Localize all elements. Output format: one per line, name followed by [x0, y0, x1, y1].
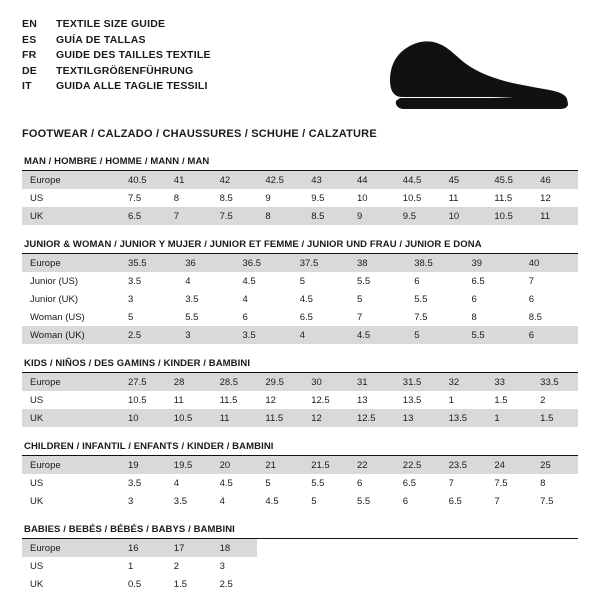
size-cell: 5.5	[185, 311, 199, 323]
size-cell: 40	[528, 257, 540, 269]
size-cell: 21	[265, 459, 276, 471]
table-row	[22, 557, 578, 575]
size-cell: 12	[540, 192, 551, 204]
size-cell: 7.5	[414, 311, 428, 323]
size-cell: 13.5	[402, 394, 422, 406]
size-cell: 3.5	[185, 293, 199, 305]
language-row	[22, 65, 211, 81]
size-cell: 6.5	[402, 477, 416, 489]
table-row	[22, 254, 578, 272]
size-cell: 7	[173, 210, 180, 222]
size-cell: 44.5	[402, 174, 422, 186]
size-cell: 4	[173, 477, 180, 489]
size-table-body	[22, 456, 578, 510]
size-cell: 30	[311, 376, 322, 388]
size-cell: 5	[414, 329, 420, 341]
size-cell: 9.5	[311, 192, 325, 204]
group-title: MAN / HOMBRE / HOMME / MANN / MAN	[22, 156, 578, 171]
size-cell: 7.5	[219, 210, 233, 222]
size-table-body	[22, 539, 578, 593]
group-title: CHILDREN / INFANTIL / ENFANTS / KINDER / BAMBINI	[22, 441, 578, 456]
size-table-body	[22, 254, 578, 344]
size-cell: 7	[448, 477, 454, 489]
language-title: GUÍA DE TALLAS	[56, 33, 146, 46]
language-title: GUIDA ALLE TAGLIE TESSILI	[56, 80, 208, 92]
table-row	[22, 391, 578, 409]
size-cell: 8	[471, 311, 477, 323]
size-cell-empty	[349, 557, 395, 575]
size-cell: 8.5	[219, 192, 233, 204]
size-cell-empty	[303, 575, 349, 593]
size-cell: 22.5	[402, 459, 422, 471]
size-cell: 45.5	[494, 174, 513, 186]
size-cell: 38.5	[414, 257, 433, 269]
size-cell: 6.5	[471, 275, 485, 287]
table-row	[22, 326, 578, 344]
size-cell-empty	[441, 557, 487, 575]
language-title: TEXTILGRÖßENFÜHRUNG	[56, 64, 194, 77]
size-cell: 9.5	[402, 210, 416, 222]
size-cell: 44	[356, 174, 368, 186]
table-row	[22, 189, 578, 207]
size-cell: 10.5	[494, 210, 513, 222]
size-cell: 5	[299, 275, 306, 287]
language-code: ES	[22, 33, 37, 46]
size-cell: 4	[185, 275, 191, 287]
size-cell: 37.5	[299, 257, 319, 269]
size-cell: 5	[265, 477, 271, 489]
size-cell-empty	[486, 539, 532, 557]
size-table-body	[22, 373, 578, 427]
size-cell: 28.5	[219, 376, 239, 388]
size-cell: 21.5	[311, 459, 330, 471]
size-cell: 6.5	[128, 210, 142, 222]
size-cell: 7.5	[540, 495, 554, 507]
language-row	[22, 49, 211, 65]
size-cell: 40.5	[128, 174, 147, 186]
size-cell: 42	[219, 174, 231, 186]
size-cell: 7	[494, 495, 500, 507]
size-group-junior-woman	[22, 239, 578, 344]
size-cell: 10.5	[128, 394, 147, 406]
section-title: FOOTWEAR / CALZADO / CHAUSSURES / SCHUHE / CALZATURE	[22, 128, 377, 140]
size-cell: 7.5	[494, 477, 508, 489]
size-cell-empty	[486, 557, 532, 575]
size-cell: 4.5	[299, 293, 313, 305]
size-cell: 42.5	[265, 174, 284, 186]
size-cell: 6	[414, 275, 420, 287]
size-group-babies	[22, 524, 578, 593]
table-row	[22, 373, 578, 391]
size-cell: 22	[356, 459, 368, 471]
size-cell: 11.5	[494, 192, 513, 204]
size-cell: 8.5	[528, 311, 542, 323]
size-cell: 4.5	[265, 495, 279, 507]
size-table	[22, 373, 578, 427]
size-cell: 18	[212, 539, 258, 557]
dress-shoe-icon	[382, 34, 572, 114]
size-cell: 12	[311, 412, 322, 424]
size-cell: 5.5	[356, 495, 371, 507]
size-cell-empty	[303, 539, 349, 557]
group-title: BABIES / BEBÉS / BÉBÉS / BABYS / BAMBINI	[22, 524, 578, 539]
size-cell: 4.5	[219, 477, 233, 489]
size-table	[22, 254, 578, 344]
size-group-man	[22, 156, 578, 225]
size-cell: 31.5	[402, 376, 422, 388]
table-row	[22, 575, 578, 593]
size-cell: 29.5	[265, 376, 284, 388]
size-cell: 27.5	[128, 376, 147, 388]
size-cell: 25	[540, 459, 551, 471]
size-cell: 6.5	[448, 495, 462, 507]
size-cell: 11	[219, 412, 230, 424]
size-cell: 3	[219, 560, 225, 572]
row-label: Europe	[30, 257, 61, 269]
size-cell-empty	[257, 575, 303, 593]
size-cell: 10	[128, 412, 139, 424]
row-label: Junior (US)	[30, 275, 79, 287]
size-cell: 9	[265, 192, 271, 204]
size-cell: 2.5	[128, 329, 142, 341]
size-cell-empty	[257, 557, 303, 575]
size-cell: 7.5	[128, 192, 142, 204]
table-row	[22, 171, 578, 189]
row-label: US	[30, 192, 44, 204]
size-cell: 3.5	[242, 329, 256, 341]
language-title: GUIDE DES TAILLES TEXTILE	[56, 49, 211, 61]
size-cell: 11.5	[265, 412, 284, 424]
language-row	[22, 80, 211, 96]
size-cell: 0.5	[128, 578, 142, 590]
size-cell: 12	[265, 394, 276, 406]
size-cell: 45	[448, 174, 460, 186]
size-cell: 1	[128, 560, 134, 572]
size-cell: 16	[120, 539, 166, 557]
row-label: UK	[30, 495, 44, 507]
size-table	[22, 171, 578, 225]
size-cell: 32	[448, 376, 460, 388]
size-cell: 5	[357, 293, 363, 305]
table-row	[22, 409, 578, 427]
size-cell: 7	[528, 275, 535, 287]
size-cell: 17	[166, 539, 212, 557]
size-cell: 39	[471, 257, 483, 269]
row-label: Europe	[30, 174, 61, 186]
size-cell-empty	[441, 539, 487, 557]
size-cell: 43	[311, 174, 322, 186]
size-cell: 6	[356, 477, 363, 489]
size-cell: 36	[185, 257, 196, 269]
row-label: Woman (UK)	[30, 329, 85, 341]
size-cell: 4	[299, 329, 306, 341]
size-cell: 11	[173, 394, 184, 406]
language-code: DE	[22, 64, 37, 77]
size-cell: 33.5	[540, 376, 559, 388]
size-cell: 1.5	[540, 412, 554, 424]
language-code: EN	[22, 18, 37, 30]
size-cell: 6	[242, 311, 248, 323]
size-cell: 13	[402, 412, 414, 424]
table-row	[22, 308, 578, 326]
size-cell: 1.5	[494, 394, 508, 406]
size-cell-empty	[532, 575, 578, 593]
table-row	[22, 456, 578, 474]
size-cell: 28	[173, 376, 185, 388]
table-row	[22, 474, 578, 492]
size-cell: 41	[173, 174, 185, 186]
size-cell: 4	[242, 293, 248, 305]
row-label: Europe	[30, 376, 61, 388]
table-row	[22, 539, 578, 557]
language-title: TEXTILE SIZE GUIDE	[56, 18, 166, 30]
size-cell-empty	[486, 575, 532, 593]
size-cell-empty	[532, 539, 578, 557]
size-cell: 4	[219, 495, 225, 507]
size-group-kids	[22, 358, 578, 427]
size-cell: 11	[448, 192, 459, 204]
row-label: US	[30, 394, 44, 406]
size-cell: 10	[356, 192, 368, 204]
size-cell: 3.5	[128, 275, 142, 287]
table-row	[22, 272, 578, 290]
row-label: UK	[30, 578, 44, 590]
size-cell: 10.5	[402, 192, 422, 204]
size-cell: 9	[356, 210, 363, 222]
size-cell: 8.5	[311, 210, 325, 222]
size-cell: 23.5	[448, 459, 468, 471]
row-label: US	[30, 477, 44, 489]
size-cell-empty	[303, 557, 349, 575]
row-label: Europe	[22, 539, 120, 557]
size-table-body	[22, 171, 578, 225]
size-table	[22, 456, 578, 510]
size-group-children	[22, 441, 578, 510]
size-cell: 13	[356, 394, 368, 406]
size-cell-empty	[532, 557, 578, 575]
size-cell: 36.5	[242, 257, 261, 269]
group-title: JUNIOR & WOMAN / JUNIOR Y MUJER / JUNIOR ET FEMME / JUNIOR UND FRAU / JUNIOR E DONA	[22, 239, 578, 254]
size-cell: 6	[528, 329, 535, 341]
size-cell: 1	[448, 394, 454, 406]
size-cell: 2	[173, 560, 180, 572]
size-cell-empty	[395, 575, 441, 593]
language-title-list	[22, 18, 211, 96]
size-cell-empty	[395, 539, 441, 557]
size-cell: 33	[494, 376, 505, 388]
size-cell: 5.5	[357, 275, 371, 287]
size-cell: 38	[357, 257, 368, 269]
row-label: US	[30, 560, 44, 572]
size-cell: 3	[185, 329, 191, 341]
size-table	[22, 539, 578, 593]
size-cell: 2.5	[219, 578, 233, 590]
language-row	[22, 18, 211, 34]
size-cell: 4.5	[357, 329, 371, 341]
row-label: Junior (UK)	[30, 293, 79, 305]
size-cell: 35.5	[128, 257, 147, 269]
size-cell: 3.5	[128, 477, 142, 489]
table-row	[22, 290, 578, 308]
size-cell: 46	[540, 174, 551, 186]
size-cell: 8	[265, 210, 271, 222]
table-row	[22, 492, 578, 510]
size-cell: 19	[128, 459, 139, 471]
size-cell: 12.5	[356, 412, 376, 424]
size-cell: 4.5	[242, 275, 256, 287]
group-title: KIDS / NIÑOS / DES GAMINS / KINDER / BAMBINI	[22, 358, 578, 373]
size-cell: 1	[494, 412, 500, 424]
size-cell-empty	[257, 539, 303, 557]
size-cell: 6	[471, 293, 477, 305]
size-cell: 8	[540, 477, 546, 489]
size-cell: 6.5	[299, 311, 313, 323]
size-cell: 5	[128, 311, 134, 323]
language-code: FR	[22, 49, 37, 61]
size-cell-empty	[441, 575, 487, 593]
size-cell: 5.5	[414, 293, 428, 305]
row-label: UK	[30, 210, 44, 222]
size-cell: 12.5	[311, 394, 330, 406]
size-cell: 6	[402, 495, 409, 507]
size-cell-empty	[349, 539, 395, 557]
size-cell: 31	[356, 376, 368, 388]
size-cell: 6	[528, 293, 535, 305]
size-cell: 5.5	[311, 477, 325, 489]
size-cell: 1.5	[173, 578, 188, 590]
row-label: Woman (US)	[30, 311, 85, 323]
row-label: Europe	[30, 459, 61, 471]
size-cell: 24	[494, 459, 505, 471]
size-cell: 7	[357, 311, 363, 323]
size-cell: 3	[128, 495, 134, 507]
size-cell: 10.5	[173, 412, 193, 424]
size-cell: 11.5	[219, 394, 238, 406]
table-row	[22, 207, 578, 225]
size-cell-empty	[395, 557, 441, 575]
size-cell: 3.5	[173, 495, 188, 507]
size-cell: 10	[448, 210, 460, 222]
size-cell: 2	[540, 394, 546, 406]
row-label: UK	[30, 412, 44, 424]
language-title-list-body	[22, 18, 211, 96]
size-cell: 19.5	[173, 459, 193, 471]
header	[22, 18, 578, 118]
size-cell: 13.5	[448, 412, 468, 424]
size-cell: 11	[540, 210, 551, 222]
language-code: IT	[22, 80, 32, 92]
size-cell: 5.5	[471, 329, 485, 341]
size-cell: 3	[128, 293, 134, 305]
language-row	[22, 34, 211, 50]
size-cell: 20	[219, 459, 231, 471]
size-cell: 5	[311, 495, 317, 507]
size-cell-empty	[349, 575, 395, 593]
size-cell: 8	[173, 192, 180, 204]
